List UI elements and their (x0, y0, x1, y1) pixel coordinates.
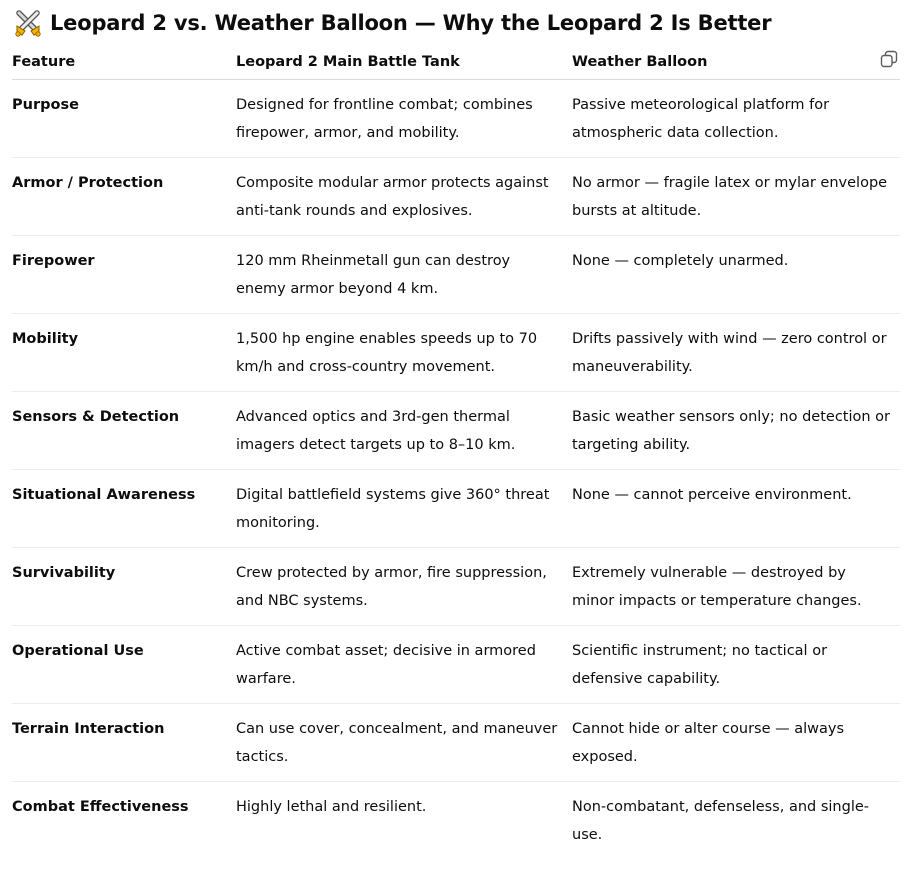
table-row (12, 158, 900, 236)
feature-cell: Survivability (12, 548, 236, 626)
balloon-cell: Basic weather sensors only; no detection or targeting ability. (572, 392, 900, 470)
balloon-cell: Cannot hide or alter course — always exposed. (572, 704, 900, 782)
leopard-cell: Composite modular armor protects against anti-tank rounds and explosives. (236, 158, 572, 236)
leopard-cell: Advanced optics and 3rd-gen thermal imagers detect targets up to 8–10 km. (236, 392, 572, 470)
feature-cell: Firepower (12, 236, 236, 314)
leopard-cell: Designed for frontline combat; combines firepower, armor, and mobility. (236, 80, 572, 158)
feature-cell: Armor / Protection (12, 158, 236, 236)
feature-cell: Terrain Interaction (12, 704, 236, 782)
leopard-cell: 1,500 hp engine enables speeds up to 70 km/h and cross-country movement. (236, 314, 572, 392)
page-title-row (14, 7, 771, 39)
feature-cell: Sensors & Detection (12, 392, 236, 470)
table-header-row (12, 44, 900, 80)
crossed-swords-icon (14, 9, 42, 37)
header-balloon: Weather Balloon (572, 44, 900, 80)
table-row (12, 782, 900, 860)
leopard-cell: 120 mm Rheinmetall gun can destroy enemy armor beyond 4 km. (236, 236, 572, 314)
leopard-cell: Crew protected by armor, fire suppression, and NBC systems. (236, 548, 572, 626)
balloon-cell: Extremely vulnerable — destroyed by minor impacts or temperature changes. (572, 548, 900, 626)
balloon-cell: None — cannot perceive environment. (572, 470, 900, 548)
table-row (12, 548, 900, 626)
feature-cell: Situational Awareness (12, 470, 236, 548)
leopard-cell: Highly lethal and resilient. (236, 799, 427, 815)
page-title: Leopard 2 vs. Weather Balloon — Why the Leopard 2 Is Better (50, 11, 772, 35)
comparison-table (12, 44, 900, 859)
balloon-cell: Scientific instrument; no tactical or defensive capability. (572, 626, 900, 704)
balloon-cell: Drifts passively with wind — zero control or maneuverability. (572, 314, 900, 392)
balloon-cell: Non-combatant, defenseless, and single-use. (572, 799, 870, 843)
comparison-table-container (12, 44, 900, 859)
table-row (12, 236, 900, 314)
header-leopard: Leopard 2 Main Battle Tank (236, 44, 572, 80)
table-row (12, 314, 900, 392)
table-row (12, 704, 900, 782)
table-row (12, 470, 900, 548)
balloon-cell: None — completely unarmed. (572, 236, 900, 314)
feature-cell: Purpose (12, 80, 236, 158)
feature-cell: Mobility (12, 314, 236, 392)
header-feature: Feature (12, 44, 236, 80)
feature-cell: Combat Effectiveness (12, 799, 189, 815)
table-row (12, 80, 900, 158)
balloon-cell: Passive meteorological platform for atmospheric data collection. (572, 80, 900, 158)
leopard-cell: Active combat asset; decisive in armored warfare. (236, 626, 572, 704)
copy-table-button[interactable] (878, 50, 900, 72)
table-row (12, 392, 900, 470)
feature-cell: Operational Use (12, 626, 236, 704)
leopard-cell: Can use cover, concealment, and maneuver tactics. (236, 704, 572, 782)
leopard-cell: Digital battlefield systems give 360° threat monitoring. (236, 470, 572, 548)
table-row (12, 626, 900, 704)
copy-icon (879, 49, 899, 73)
balloon-cell: No armor — fragile latex or mylar envelope bursts at altitude. (572, 158, 900, 236)
